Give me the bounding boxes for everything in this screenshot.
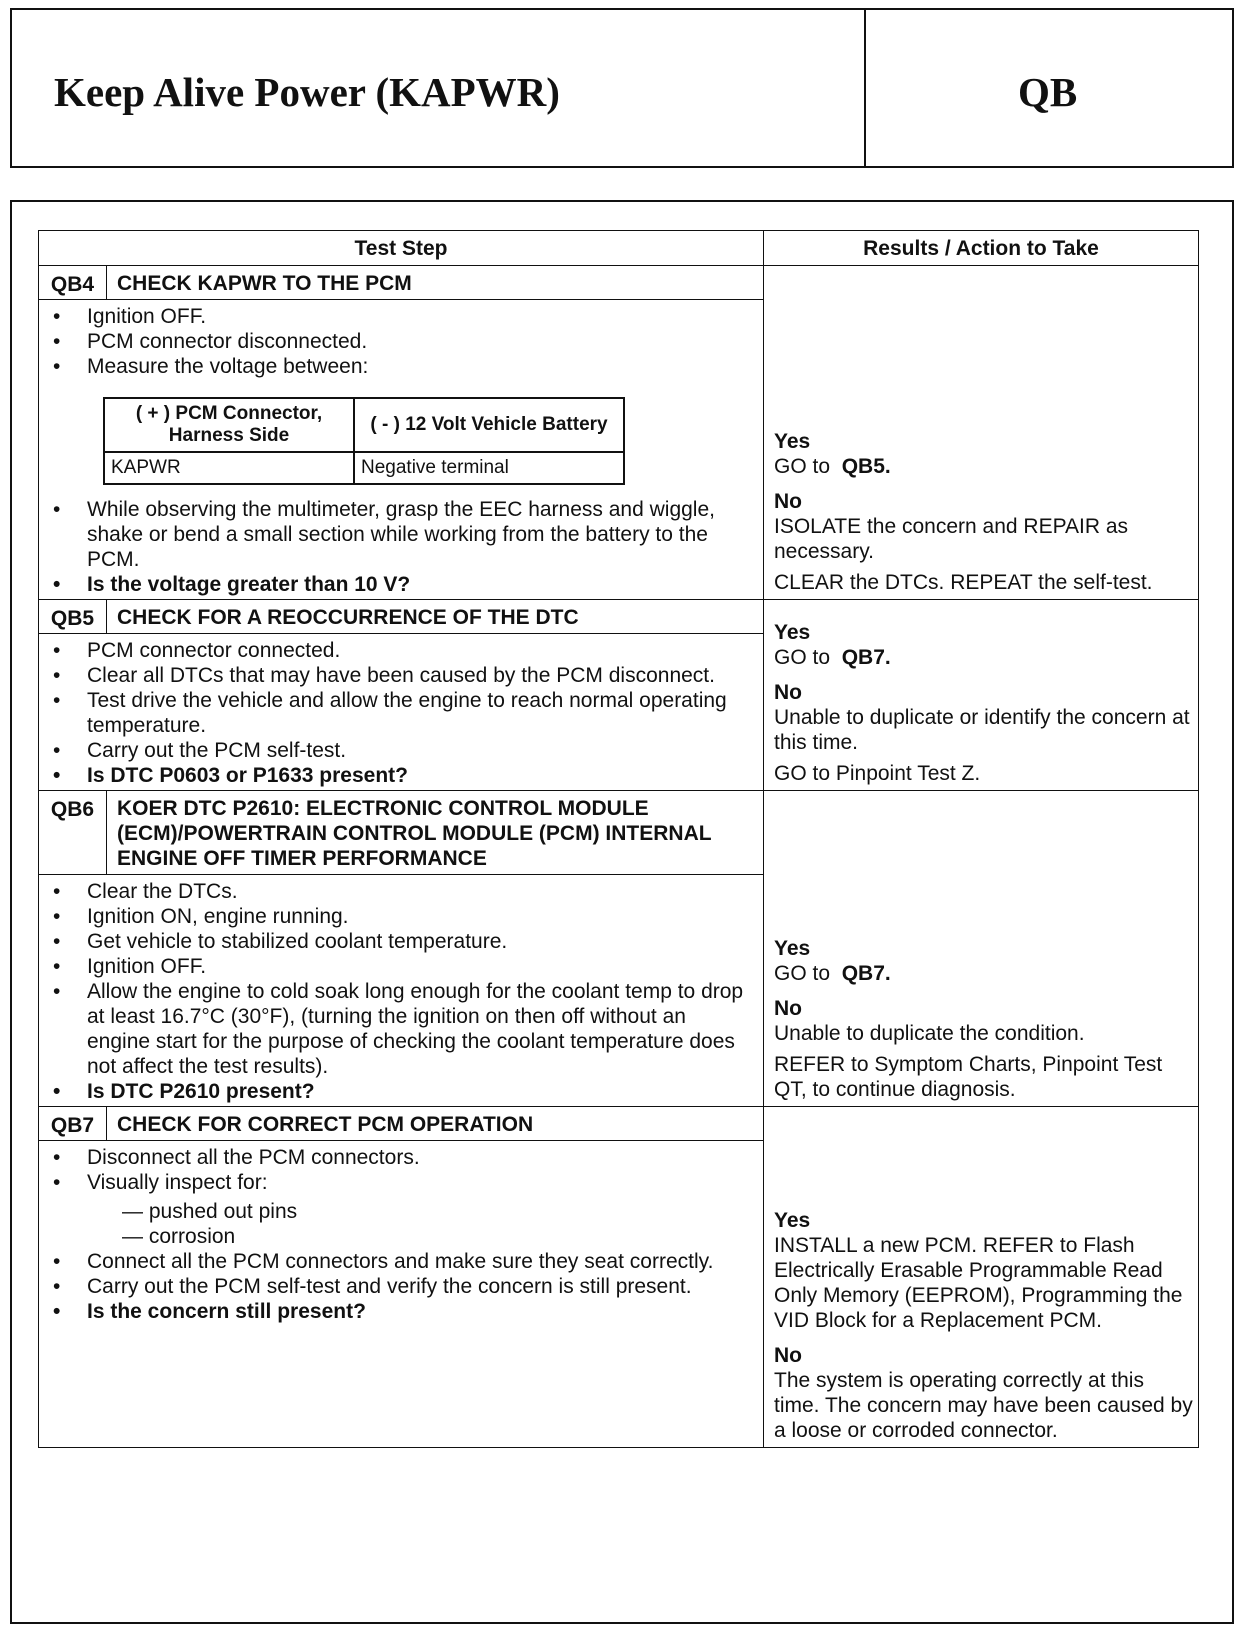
step-heading: CHECK KAPWR TO THE PCM xyxy=(107,266,764,300)
list-item: • Visually inspect for: — pushed out pins — corrosion xyxy=(87,1170,751,1249)
list-item: • Allow the engine to cold soak long enough for the coolant temp to drop at least 16.7°C (30°F), (turning the ignition on then off without an engine start for the purpose of checking the coolant temperature does not affect the test results). xyxy=(87,979,751,1079)
step-heading: CHECK FOR CORRECT PCM OPERATION xyxy=(107,1107,764,1141)
list-item: • PCM connector connected. xyxy=(87,638,751,663)
step-results xyxy=(764,266,1199,600)
step-question: • Is DTC P0603 or P1633 present? xyxy=(87,763,751,788)
sub-item: — pushed out pins xyxy=(122,1199,751,1224)
step-id: QB5 xyxy=(39,600,107,634)
list-item: • Ignition ON, engine running. xyxy=(87,904,751,929)
list-item: • Clear the DTCs. xyxy=(87,879,751,904)
list-item: • Clear all DTCs that may have been caused by the PCM disconnect. xyxy=(87,663,751,688)
measurement-table xyxy=(103,397,625,485)
list-item: • Measure the voltage between: xyxy=(87,354,751,379)
sub-list xyxy=(87,1199,751,1249)
meas-header-positive: ( + ) PCM Connector, Harness Side xyxy=(104,398,354,452)
list-item: • Get vehicle to stabilized coolant temperature. xyxy=(87,929,751,954)
step-body xyxy=(39,875,764,1107)
yes-label: Yes xyxy=(774,1209,811,1232)
step-id: QB4 xyxy=(39,266,107,300)
no-label: No xyxy=(774,490,802,513)
list-item: • Test drive the vehicle and allow the engine to reach normal operating temperature. xyxy=(87,688,751,738)
step-id: QB6 xyxy=(39,791,107,875)
meas-cell-negative: Negative terminal xyxy=(354,452,624,484)
step-results xyxy=(764,1107,1199,1448)
no-action: The system is operating correctly at this time. The concern may have been caused by a loose or corroded connector. xyxy=(774,1369,1193,1442)
list-item: • Connect all the PCM connectors and make sure they seat correctly. xyxy=(87,1249,751,1274)
no-action: ISOLATE the concern and REPAIR as necessary. xyxy=(774,515,1129,563)
step-heading-row xyxy=(39,791,1199,875)
title-divider xyxy=(864,10,866,166)
step-question: • Is the concern still present? xyxy=(87,1299,751,1324)
page-title: Keep Alive Power (KAPWR) xyxy=(54,69,560,115)
step-question: • Is DTC P2610 present? xyxy=(87,1079,751,1104)
step-results xyxy=(764,791,1199,1107)
yes-action: GO to QB7. xyxy=(774,646,891,669)
no-label: No xyxy=(774,1344,802,1367)
col-results: Results / Action to Take xyxy=(764,231,1199,266)
step-question: • Is the voltage greater than 10 V? xyxy=(87,572,751,597)
list-item: • While observing the multimeter, grasp the EEC harness and wiggle, shake or bend a small section while working from the battery to the PCM. xyxy=(87,497,751,572)
step-heading-row xyxy=(39,1107,1199,1141)
list-item: • Ignition OFF. xyxy=(87,304,751,329)
step-heading-row xyxy=(39,266,1199,300)
step-body xyxy=(39,1141,764,1448)
no-label: No xyxy=(774,997,802,1020)
yes-action: GO to QB5. xyxy=(774,455,891,478)
no-action-2: REFER to Symptom Charts, Pinpoint Test QT, to continue diagnosis. xyxy=(774,1053,1163,1101)
step-heading-row xyxy=(39,600,1199,634)
yes-label: Yes xyxy=(774,430,811,453)
list-item: • Ignition OFF. xyxy=(87,954,751,979)
step-body xyxy=(39,634,764,791)
step-id: QB7 xyxy=(39,1107,107,1141)
yes-label: Yes xyxy=(774,621,811,644)
test-step-table xyxy=(38,230,1199,1448)
list-item: • Disconnect all the PCM connectors. xyxy=(87,1145,751,1170)
yes-action: INSTALL a new PCM. REFER to Flash Electrically Erasable Programmable Read Only Memory (EEPROM), Programming the VID Block for a Replacement PCM. xyxy=(774,1234,1183,1332)
step-results xyxy=(764,600,1199,791)
sub-item: — corrosion xyxy=(122,1224,751,1249)
title-box xyxy=(10,8,1234,168)
table-header-row xyxy=(39,231,1199,266)
yes-label: Yes xyxy=(774,937,811,960)
no-action-2: GO to Pinpoint Test Z. xyxy=(774,762,981,785)
list-item: • Carry out the PCM self-test. xyxy=(87,738,751,763)
section-code: QB xyxy=(1018,69,1078,115)
list-item: • PCM connector disconnected. xyxy=(87,329,751,354)
yes-action: GO to QB7. xyxy=(774,962,891,985)
meas-header-negative: ( - ) 12 Volt Vehicle Battery xyxy=(354,398,624,452)
no-label: No xyxy=(774,681,802,704)
no-action: Unable to duplicate or identify the concern at this time. xyxy=(774,706,1190,754)
col-test-step: Test Step xyxy=(39,231,764,266)
step-body xyxy=(39,300,764,600)
list-item: • Carry out the PCM self-test and verify the concern is still present. xyxy=(87,1274,751,1299)
meas-cell-positive: KAPWR xyxy=(104,452,354,484)
no-action: Unable to duplicate the condition. xyxy=(774,1022,1085,1045)
step-heading: CHECK FOR A REOCCURRENCE OF THE DTC xyxy=(107,600,764,634)
step-heading: KOER DTC P2610: ELECTRONIC CONTROL MODULE (ECM)/POWERTRAIN CONTROL MODULE (PCM) INTERNAL ENGINE OFF TIMER PERFORMANCE xyxy=(107,791,764,875)
no-action-2: CLEAR the DTCs. REPEAT the self-test. xyxy=(774,571,1153,594)
